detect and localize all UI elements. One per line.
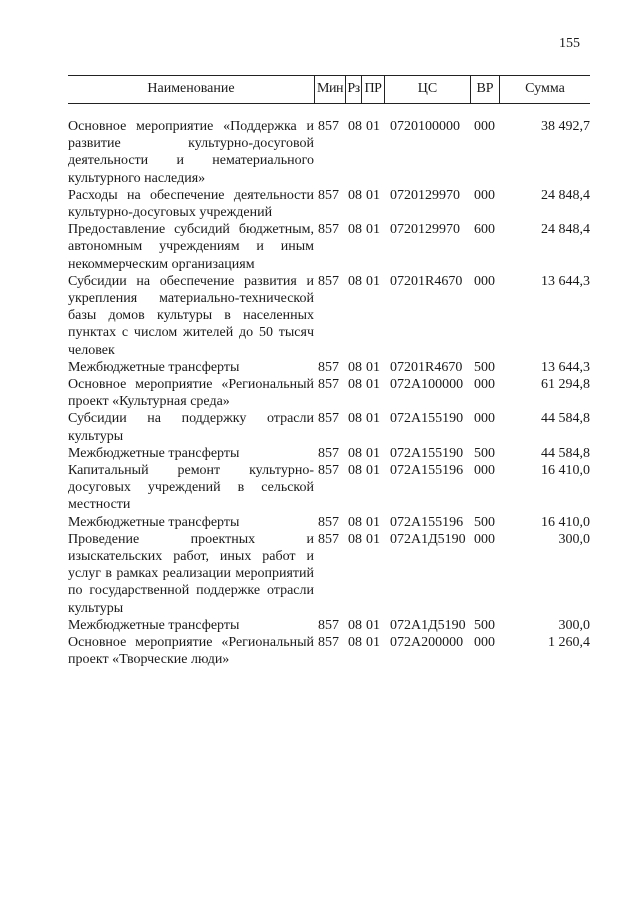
row-vr: 000: [474, 273, 495, 289]
table-body: [68, 118, 590, 669]
row-rz: 08: [348, 273, 362, 289]
row-min: 857: [318, 273, 339, 289]
table-row: [68, 514, 590, 531]
header-cs: ЦС: [417, 81, 438, 96]
row-sum: 24 848,4: [541, 187, 590, 203]
row-sum: 44 584,8: [541, 411, 590, 427]
row-cs: 0720129970: [390, 222, 460, 238]
row-name: Основное мероприятие «Региональный проект «Творческие люди»: [68, 635, 314, 668]
row-pr: 01: [366, 119, 380, 134]
row-rz: 08: [348, 411, 362, 427]
row-pr: 01: [366, 377, 380, 393]
row-cs: 0720100000: [390, 119, 460, 134]
table-row: [68, 531, 590, 617]
table-row: [68, 617, 590, 634]
row-name: Капитальный ремонт культурно-досуговых учреждений в сельской местности: [68, 463, 314, 513]
row-rz: 08: [348, 359, 362, 375]
row-rz: 08: [348, 531, 362, 547]
table-row: [68, 634, 590, 668]
row-name: Расходы на обеспечение деятельности культурно-досуговых учреждений: [68, 187, 314, 221]
row-sum: 16 410,0: [541, 463, 590, 479]
table-row: [68, 273, 590, 359]
header-rz: Рз: [347, 81, 360, 96]
row-min: 857: [318, 617, 339, 633]
row-cs: 07201R4670: [390, 273, 463, 289]
row-vr: 000: [474, 411, 495, 427]
row-cs: 072A155196: [390, 463, 464, 479]
row-name: Проведение проектных и изыскательских работ, иных работ и услуг в рамках реализации мероприятий по государственной поддержке отрасли культуры: [68, 531, 314, 616]
row-pr: 01: [366, 273, 380, 289]
header-bottom-rule: [68, 103, 590, 104]
row-cs: 072A155190: [390, 445, 464, 461]
row-vr: 000: [474, 463, 495, 479]
row-rz: 08: [348, 445, 362, 461]
row-sum: 13 644,3: [541, 359, 590, 375]
page-number: 155: [559, 36, 580, 51]
row-vr: 000: [474, 187, 495, 203]
row-rz: 08: [348, 187, 362, 203]
row-sum: 38 492,7: [541, 119, 590, 134]
row-vr: 000: [474, 531, 495, 547]
row-rz: 08: [348, 635, 362, 651]
row-pr: 01: [366, 635, 380, 651]
table-row: [68, 410, 590, 444]
row-name: Субсидии на поддержку отрасли культуры: [68, 411, 314, 444]
header-sum: Сумма: [525, 81, 565, 96]
row-rz: 08: [348, 514, 362, 530]
header-pr: ПР: [364, 81, 382, 96]
row-pr: 01: [366, 445, 380, 461]
row-sum: 1 260,4: [548, 635, 590, 651]
row-min: 857: [318, 445, 339, 461]
row-pr: 01: [366, 411, 380, 427]
row-pr: 01: [366, 187, 380, 203]
row-min: 857: [318, 377, 339, 393]
row-name: Основное мероприятие «Поддержка и развитие культурно-досуговой деятельности и нематериального культурного наследия»: [68, 119, 314, 186]
header-name: Наименование: [147, 81, 235, 96]
row-min: 857: [318, 635, 339, 651]
header-min: Мин: [317, 81, 343, 96]
row-cs: 072A155190: [390, 411, 464, 427]
row-pr: 01: [366, 222, 380, 238]
row-name: Предоставление субсидий бюджетным, автономным учреждениям и иным некоммерческим организациям: [68, 222, 314, 272]
row-cs: 07201R4670: [390, 359, 463, 375]
table-row: [68, 462, 590, 514]
row-sum: 61 294,8: [541, 377, 590, 393]
row-vr: 500: [474, 359, 495, 375]
row-min: 857: [318, 514, 339, 530]
row-vr: 000: [474, 635, 495, 651]
row-name: Межбюджетные трансферты: [68, 359, 240, 375]
row-pr: 01: [366, 359, 380, 375]
row-min: 857: [318, 119, 339, 134]
row-min: 857: [318, 359, 339, 375]
row-pr: 01: [366, 463, 380, 479]
row-name: Межбюджетные трансферты: [68, 617, 240, 633]
row-vr: 500: [474, 617, 495, 633]
row-name: Межбюджетные трансферты: [68, 514, 240, 530]
row-cs: 072A200000: [390, 635, 464, 651]
row-name: Основное мероприятие «Региональный проект «Культурная среда»: [68, 377, 314, 410]
row-sum: 24 848,4: [541, 222, 590, 238]
row-cs: 0720129970: [390, 187, 460, 203]
row-vr: 000: [474, 119, 495, 134]
row-rz: 08: [348, 119, 362, 134]
row-sum: 44 584,8: [541, 445, 590, 461]
row-min: 857: [318, 531, 339, 547]
table-row: [68, 376, 590, 410]
row-min: 857: [318, 187, 339, 203]
row-name: Субсидии на обеспечение развития и укрепления материально-технической базы домов культуры в населенных пунктах с числом жителей до 50 тысяч человек: [68, 273, 314, 358]
row-min: 857: [318, 411, 339, 427]
row-rz: 08: [348, 463, 362, 479]
row-min: 857: [318, 222, 339, 238]
table-row: [68, 359, 590, 376]
row-cs: 072A100000: [390, 377, 464, 393]
table-row: [68, 187, 590, 221]
row-pr: 01: [366, 617, 380, 633]
header-vr: ВР: [476, 81, 494, 96]
row-cs: 072A1Д5190: [390, 531, 466, 547]
table-row: [68, 221, 590, 273]
row-pr: 01: [366, 531, 380, 547]
row-vr: 600: [474, 222, 495, 238]
row-name: Межбюджетные трансферты: [68, 445, 240, 461]
row-vr: 500: [474, 445, 495, 461]
header-top-rule: [68, 75, 590, 76]
row-sum: 300,0: [558, 617, 590, 633]
row-pr: 01: [366, 514, 380, 530]
row-vr: 500: [474, 514, 495, 530]
row-rz: 08: [348, 377, 362, 393]
row-rz: 08: [348, 617, 362, 633]
row-min: 857: [318, 463, 339, 479]
row-cs: 072A155196: [390, 514, 464, 530]
table-row: [68, 445, 590, 462]
row-rz: 08: [348, 222, 362, 238]
row-vr: 000: [474, 377, 495, 393]
row-sum: 300,0: [558, 531, 590, 547]
row-sum: 16 410,0: [541, 514, 590, 530]
row-sum: 13 644,3: [541, 273, 590, 289]
row-cs: 072A1Д5190: [390, 617, 466, 633]
table-row: [68, 118, 590, 187]
